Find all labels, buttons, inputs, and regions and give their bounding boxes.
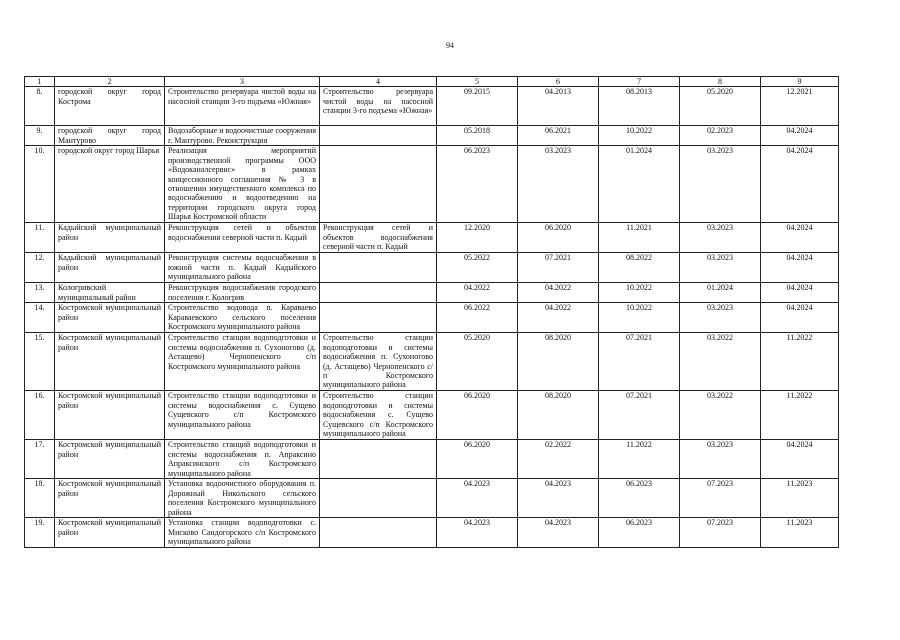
column-number: 9	[761, 77, 839, 87]
table-row	[25, 146, 839, 223]
object-name-cell: Реконструкция системы водоснабжения в южной части п. Кадый Кадыйского муниципального района	[165, 253, 320, 283]
column-number: 8	[680, 77, 761, 87]
municipality-cell: городской округ город Кострома	[55, 87, 165, 126]
municipality-cell: Костромской муниципальный район	[55, 440, 165, 479]
date-cell: 04.2022	[437, 283, 518, 303]
municipality-cell: Костромской муниципальный район	[55, 518, 165, 548]
table-row	[25, 518, 839, 548]
date-cell: 11.2022	[761, 333, 839, 391]
table-row	[25, 440, 839, 479]
date-cell: 11.2021	[599, 223, 680, 253]
object-name-cell: Установка водоочистного оборудования п. Дорожный Никольского сельского поселения Костромского муниципального района	[165, 479, 320, 518]
date-cell: 04.2013	[518, 87, 599, 126]
date-cell: 10.2022	[599, 283, 680, 303]
date-cell: 06.2020	[437, 440, 518, 479]
date-cell: 07.2023	[680, 479, 761, 518]
stage-cell	[320, 440, 437, 479]
date-cell: 03.2022	[680, 333, 761, 391]
column-number: 1	[25, 77, 55, 87]
column-number: 2	[55, 77, 165, 87]
date-cell: 08.2022	[599, 253, 680, 283]
date-cell: 04.2022	[518, 283, 599, 303]
object-name-cell: Установка станции водоподготовки с. Мисково Сандогорского с/п Костромского муниципального района	[165, 518, 320, 548]
date-cell: 06.2023	[599, 518, 680, 548]
date-cell: 06.2023	[437, 146, 518, 223]
date-cell: 02.2022	[518, 440, 599, 479]
row-number: 13.	[25, 283, 55, 303]
date-cell: 04.2023	[437, 518, 518, 548]
stage-cell: Строительство станции водоподготовки и системы водоснабжения п. Сухоногово (д. Астащево) Чернопенского с/п Костромского муниципального района	[320, 333, 437, 391]
date-cell: 06.2022	[437, 303, 518, 333]
row-number: 14.	[25, 303, 55, 333]
date-cell: 03.2023	[680, 440, 761, 479]
date-cell: 11.2023	[761, 479, 839, 518]
object-name-cell: Реконструкция водоснабжения городского поселения г. Кологрив	[165, 283, 320, 303]
municipality-cell: Костромской муниципальный район	[55, 391, 165, 440]
date-cell: 05.2022	[437, 253, 518, 283]
date-cell: 03.2023	[680, 223, 761, 253]
table-row	[25, 87, 839, 126]
stage-cell: Строительство станции водоподготовки и системы водоснабжения с. Сущево Сущевского с/п Костромского муниципального района	[320, 391, 437, 440]
date-cell: 09.2015	[437, 87, 518, 126]
municipality-cell: Кадыйский муниципальный район	[55, 223, 165, 253]
date-cell: 05.2020	[437, 333, 518, 391]
municipality-cell: Костромской муниципальный район	[55, 479, 165, 518]
stage-cell: Реконструкция сетей и объектов водоснабжения северной части п. Кадый	[320, 223, 437, 253]
table-row	[25, 303, 839, 333]
column-number: 6	[518, 77, 599, 87]
date-cell: 03.2022	[680, 391, 761, 440]
row-number: 16.	[25, 391, 55, 440]
date-cell: 08.2013	[599, 87, 680, 126]
municipality-cell: Костромской муниципальный район	[55, 333, 165, 391]
date-cell: 06.2020	[518, 223, 599, 253]
object-name-cell: Строительство станций водоподготовки и системы водоснабжения п. Апраксино Апраксинского с/п Костромского муниципального района	[165, 440, 320, 479]
column-number: 7	[599, 77, 680, 87]
object-name-cell: Водозаборные и водоочистные сооружения г. Мантурово. Реконструкция	[165, 126, 320, 146]
table-row	[25, 479, 839, 518]
date-cell: 04.2024	[761, 126, 839, 146]
table-row	[25, 283, 839, 303]
row-number: 12.	[25, 253, 55, 283]
date-cell: 04.2023	[518, 479, 599, 518]
stage-cell	[320, 283, 437, 303]
stage-cell	[320, 518, 437, 548]
object-name-cell: Строительство станции водоподготовки и системы водоснабжения п. Сухоногово (д. Астащево) Чернопенского с/п Костромского муниципального района	[165, 333, 320, 391]
table-row	[25, 126, 839, 146]
date-cell: 10.2022	[599, 126, 680, 146]
column-number: 5	[437, 77, 518, 87]
row-number: 18.	[25, 479, 55, 518]
date-cell: 12.2021	[761, 87, 839, 126]
date-cell: 01.2024	[680, 283, 761, 303]
municipality-cell: городской округ город Мантурово	[55, 126, 165, 146]
date-cell: 04.2024	[761, 283, 839, 303]
municipality-cell: городской округ город Шарья	[55, 146, 165, 223]
date-cell: 11.2022	[599, 440, 680, 479]
row-number: 10.	[25, 146, 55, 223]
date-cell: 04.2022	[518, 303, 599, 333]
object-name-cell: Строительство водовода п. Караваево Караваевского сельского поселения Костромского муниципального района	[165, 303, 320, 333]
date-cell: 04.2024	[761, 146, 839, 223]
date-cell: 04.2024	[761, 440, 839, 479]
date-cell: 06.2021	[518, 126, 599, 146]
stage-cell	[320, 253, 437, 283]
date-cell: 08.2020	[518, 333, 599, 391]
date-cell: 06.2023	[599, 479, 680, 518]
stage-cell: Строительство резервуара чистой воды на насосной станции 3-го подъема «Южная»	[320, 87, 437, 126]
date-cell: 03.2023	[680, 253, 761, 283]
date-cell: 08.2020	[518, 391, 599, 440]
column-number: 3	[165, 77, 320, 87]
date-cell: 05.2018	[437, 126, 518, 146]
date-cell: 07.2021	[518, 253, 599, 283]
date-cell: 07.2023	[680, 518, 761, 548]
date-cell: 04.2024	[761, 253, 839, 283]
date-cell: 06.2020	[437, 391, 518, 440]
municipality-cell: Костромской муниципальный район	[55, 303, 165, 333]
date-cell: 03.2023	[518, 146, 599, 223]
municipality-cell: Кадыйский муниципальный район	[55, 253, 165, 283]
date-cell: 10.2022	[599, 303, 680, 333]
row-number: 15.	[25, 333, 55, 391]
page-number: 94	[446, 41, 454, 50]
table-row	[25, 333, 839, 391]
date-cell: 03.2023	[680, 303, 761, 333]
date-cell: 07.2021	[599, 391, 680, 440]
row-number: 9.	[25, 126, 55, 146]
object-name-cell: Строительство станции водоподготовки и системы водоснабжения с. Сущево Сущевского с/п Костромского муниципального района	[165, 391, 320, 440]
row-number: 8.	[25, 87, 55, 126]
date-cell: 04.2023	[518, 518, 599, 548]
date-cell: 05.2020	[680, 87, 761, 126]
date-cell: 11.2022	[761, 391, 839, 440]
date-cell: 01.2024	[599, 146, 680, 223]
date-cell: 11.2023	[761, 518, 839, 548]
date-cell: 04.2023	[437, 479, 518, 518]
object-name-cell: Строительство резервуара чистой воды на насосной станции 3-го подъема «Южная»	[165, 87, 320, 126]
object-name-cell: Реконструкция сетей и объектов водоснабжения северной части п. Кадый	[165, 223, 320, 253]
object-name-cell: Реализация мероприятий производственной программы ООО «Водоканалсервис» в рамках концессионного соглашения № 3 в отношении имущественного комплекса по водоснабжению и водоотведению на территории городского округа город Шарья Костромской области	[165, 146, 320, 223]
table-row	[25, 391, 839, 440]
stage-cell	[320, 303, 437, 333]
row-number: 11.	[25, 223, 55, 253]
table-row	[25, 223, 839, 253]
date-cell: 04.2024	[761, 223, 839, 253]
date-cell: 12.2020	[437, 223, 518, 253]
schedule-table	[24, 76, 839, 548]
column-number: 4	[320, 77, 437, 87]
date-cell: 07.2021	[599, 333, 680, 391]
municipality-cell: Кологривский муниципальный район	[55, 283, 165, 303]
stage-cell	[320, 479, 437, 518]
date-cell: 04.2024	[761, 303, 839, 333]
stage-cell	[320, 126, 437, 146]
date-cell: 02.2023	[680, 126, 761, 146]
row-number: 19.	[25, 518, 55, 548]
row-number: 17.	[25, 440, 55, 479]
date-cell: 03.2023	[680, 146, 761, 223]
stage-cell	[320, 146, 437, 223]
column-number-row	[25, 77, 839, 87]
table-row	[25, 253, 839, 283]
